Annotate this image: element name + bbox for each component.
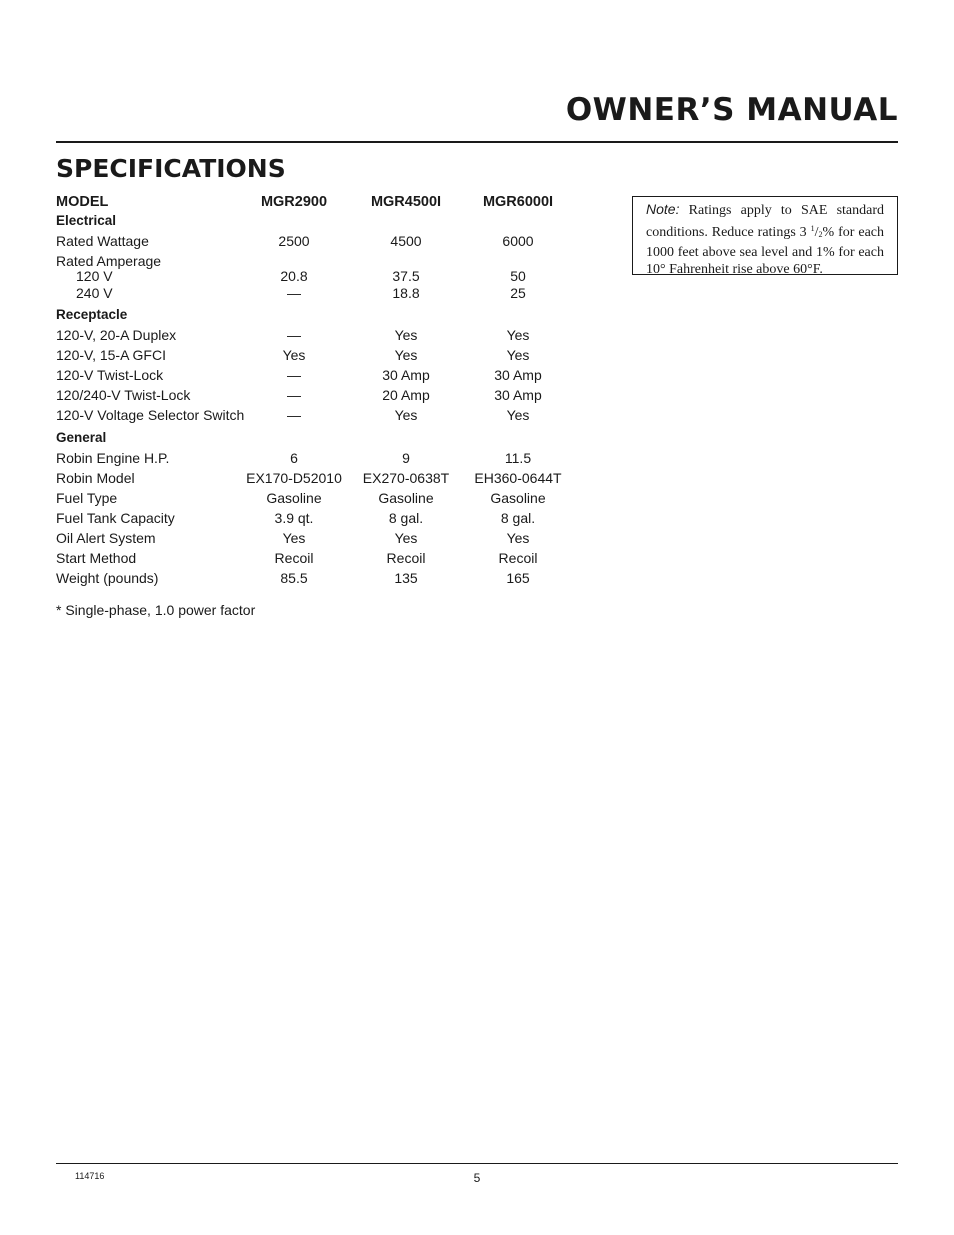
cell-value: 30 Amp [382,367,430,383]
row-label: Rated Amperage [56,253,162,269]
cell-value: 6 [290,450,298,466]
table-row [56,325,576,345]
table-row [56,365,576,385]
model-header: MODEL [56,194,109,210]
group-title: General [56,430,107,445]
table-header-row [56,193,576,211]
cell-value: 8 gal. [388,510,424,526]
one-half-fraction: $^1/_2$ [810,223,823,240]
table-row [56,251,576,268]
cell-value: Recoil [274,550,314,566]
note-text: % for each 1000 feet above sea level and 1% for each 10° Fahrenheit rise above 60°F. [646,224,884,278]
fraction-numerator: 1 [810,223,815,233]
cell-value: Yes [394,407,418,423]
cell-value: 8 gal. [500,510,536,526]
cell-value: 3.9 qt. [274,510,314,526]
group-title: Receptacle [56,307,128,322]
cell-value: EX270-0638T [362,470,450,486]
note-text: Ratings apply to SAE standard conditions. Reduce ratings 3 [646,203,885,240]
row-label: 120-V, 15-A GFCI [56,347,166,363]
row-label: Oil Alert System [56,530,156,546]
row-label: 120/240-V Twist-Lock [56,387,191,403]
row-label: Rated Wattage [56,233,149,249]
cell-value: 2500 [278,233,310,249]
cell-value: 30 Amp [494,367,542,383]
section-title: SPECIFICATIONS [56,154,286,183]
cell-value: 20.8 [280,268,308,284]
footnote: * Single-phase, 1.0 power factor [56,602,256,618]
cell-value: 165 [506,570,530,586]
model-column-header: MGR4500I [370,194,442,210]
table-row [56,345,576,365]
cell-value: 6000 [502,233,534,249]
cell-value: 37.5 [392,268,420,284]
table-row [56,488,576,508]
cell-value: Yes [506,347,530,363]
note-box [632,196,898,278]
table-row [56,385,576,405]
cell-value: Yes [506,407,530,423]
cell-value: Recoil [498,550,538,566]
cell-value: 30 Amp [494,387,542,403]
table-row [56,528,576,548]
cell-value: — [287,327,301,343]
table-row [56,468,576,488]
cell-value: EX170-D52010 [246,470,342,486]
title-rule [56,141,898,143]
cell-value: 135 [394,570,418,586]
cell-value: 50 [510,268,526,284]
cell-value: 11.5 [504,450,532,466]
cell-value: Gasoline [378,490,434,506]
footer-rule [56,1163,898,1164]
table-row [56,508,576,528]
cell-value: EH360-0644T [474,470,562,486]
cell-value: Yes [282,530,306,546]
model-column-header: MGR6000I [482,194,554,210]
group-heading [56,305,576,325]
cell-value: — [287,387,301,403]
row-label: 120-V, 20-A Duplex [56,327,177,343]
table-row [56,568,576,588]
row-label: Fuel Type [56,490,118,506]
row-label: 120-V Voltage Selector Switch [56,407,245,423]
cell-value: Gasoline [490,490,546,506]
cell-value: Yes [506,327,530,343]
cell-value: 18.8 [392,285,420,301]
group-title: Electrical [56,213,117,228]
cell-value: 9 [402,450,410,466]
cell-value: Yes [506,530,530,546]
row-label: 120-V Twist-Lock [56,367,164,383]
specifications-table [56,193,576,588]
manual-title: OWNER’S MANUAL [565,92,898,128]
cell-value: Yes [394,327,418,343]
cell-value: — [287,407,301,423]
cell-value: 20 Amp [382,387,430,403]
table-row [56,448,576,468]
table-row [56,268,576,285]
row-label: Robin Engine H.P. [56,450,170,466]
model-column-header: MGR2900 [260,194,328,210]
cell-value: — [287,285,301,301]
document-number: 114716 [75,1171,105,1181]
row-label: 120 V [76,268,113,284]
row-label: Fuel Tank Capacity [56,510,175,526]
table-row [56,285,576,302]
row-label: Robin Model [56,470,135,486]
group-heading [56,428,576,448]
fraction-denominator: 2 [818,229,823,239]
cell-value: Recoil [386,550,426,566]
table-row [56,405,576,425]
group-heading [56,211,576,231]
note-label: Note: [646,201,680,217]
cell-value: Yes [282,347,306,363]
row-label: Weight (pounds) [56,570,159,586]
cell-value: — [287,367,301,383]
row-label: 240 V [76,285,113,301]
cell-value: 25 [510,285,526,301]
cell-value: 85.5 [280,570,308,586]
cell-value: 4500 [390,233,422,249]
table-row [56,548,576,568]
page-number: 5 [473,1171,481,1185]
cell-value: Yes [394,347,418,363]
table-row [56,231,576,251]
cell-value: Yes [394,530,418,546]
cell-value: Gasoline [266,490,322,506]
row-label: Start Method [56,550,137,566]
